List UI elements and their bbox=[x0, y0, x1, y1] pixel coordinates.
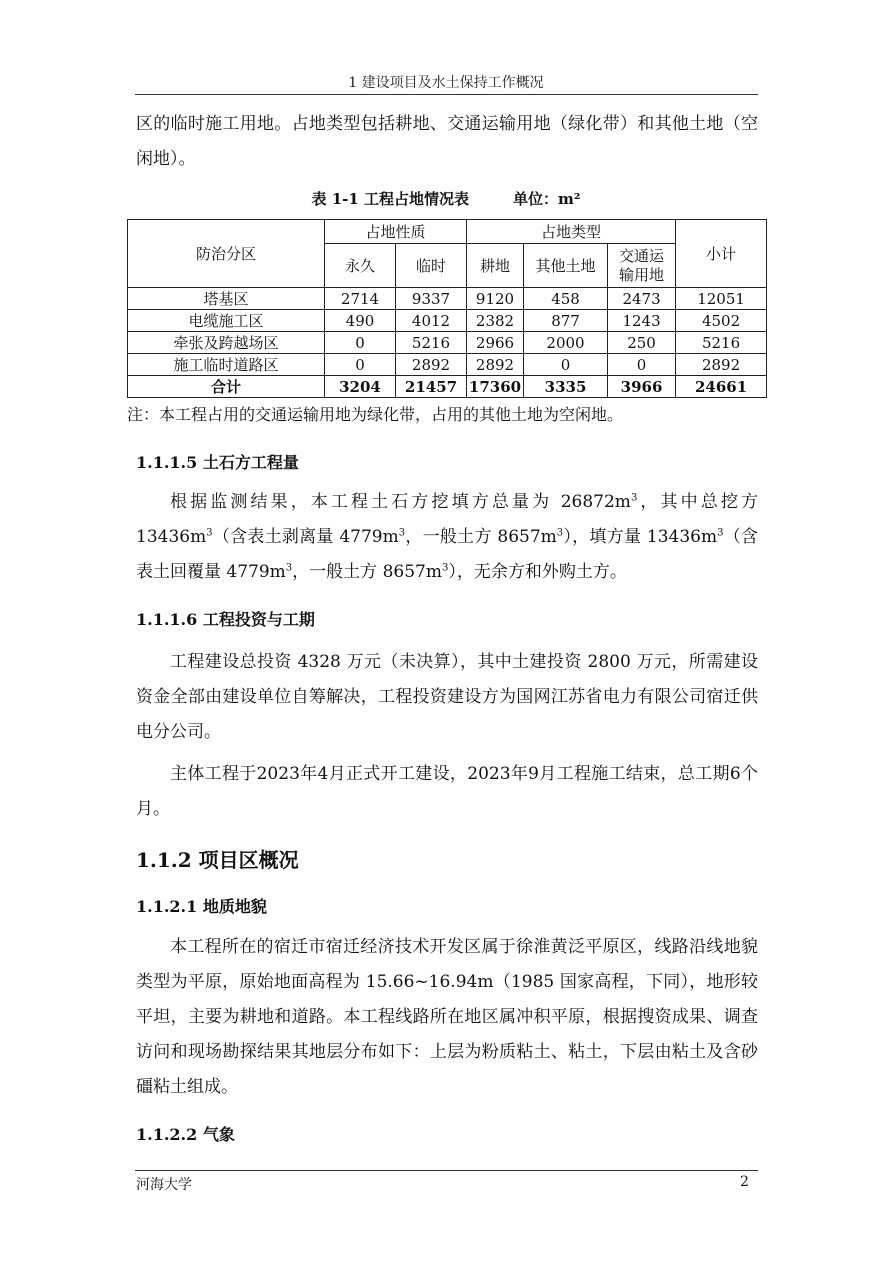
earthwork-text-1: 根据监测结果，本工程土石方挖填方总量为 26872m bbox=[170, 492, 631, 512]
cell-temporary: 21457 bbox=[396, 376, 467, 398]
cell-permanent: 0 bbox=[325, 354, 396, 376]
cell-transport: 3966 bbox=[608, 376, 676, 398]
cell-temporary: 9337 bbox=[396, 288, 467, 310]
geology-paragraph: 本工程所在的宿迁市宿迁经济技术开发区属于徐淮黄泛平原区，线路沿线地貌类型为平原，原始地面高程为 15.66~16.94m（1985 国家高程，下同），地形较平坦，主要为耕地和道路。本工程线路所在地区属冲积平原，根据搜资成果、调查访问和现场勘探结果其地层分布如下：上层为粉质粘土、粘土，下层由粘土及含砂礓粘土组成。 bbox=[136, 937, 758, 1097]
header-nature: 占地性质 bbox=[325, 220, 467, 244]
cell-transport: 2473 bbox=[608, 288, 676, 310]
cell-permanent: 3204 bbox=[325, 376, 396, 398]
table-row bbox=[128, 332, 767, 354]
running-header: 1 建设项目及水土保持工作概况 bbox=[348, 75, 544, 91]
superscript: 3 bbox=[717, 527, 724, 539]
table-note: 注：本工程占用的交通运输用地为绿化带，占用的其他土地为空闲地。 bbox=[127, 405, 624, 424]
header-transport-line1: 交通运 bbox=[619, 246, 665, 265]
section-heading-1122: 1.1.2.2 气象 bbox=[136, 1125, 235, 1144]
cell-subtotal: 4502 bbox=[676, 310, 767, 332]
earthwork-text-6: （含表土回覆量 4779m bbox=[136, 527, 758, 582]
table-total-row bbox=[128, 376, 767, 398]
cell-subtotal: 24661 bbox=[676, 376, 767, 398]
earthwork-text-3: （含表土剥离量 4779m bbox=[212, 527, 399, 547]
earthwork-text-7: ，一般土方 8657m bbox=[292, 562, 442, 582]
header-farmland: 耕地 bbox=[467, 244, 524, 288]
earthwork-text-5: ），填方量 13436m bbox=[563, 527, 718, 547]
cell-temporary: 5216 bbox=[396, 332, 467, 354]
header-rule bbox=[135, 94, 758, 95]
earthwork-text-2: ，其中总挖方 13436m bbox=[136, 492, 759, 547]
cell-transport: 250 bbox=[608, 332, 676, 354]
header-other-land: 其他土地 bbox=[524, 244, 608, 288]
header-temporary: 临时 bbox=[396, 244, 467, 288]
cell-farmland: 2966 bbox=[467, 332, 524, 354]
table-row bbox=[128, 288, 767, 310]
superscript: 3 bbox=[206, 527, 213, 539]
earthwork-text-8: ），无余方和外购土方。 bbox=[448, 562, 627, 582]
cell-other-land: 3335 bbox=[524, 376, 608, 398]
table-caption bbox=[0, 188, 892, 209]
section-heading-1115: 1.1.1.5 土石方工程量 bbox=[136, 453, 299, 472]
section-heading-1121: 1.1.2.1 地质地貌 bbox=[136, 897, 267, 916]
cell-other-land: 877 bbox=[524, 310, 608, 332]
page-number: 2 bbox=[740, 1174, 749, 1190]
land-occupation-table bbox=[127, 219, 767, 398]
cell-transport: 0 bbox=[608, 354, 676, 376]
cell-farmland: 2382 bbox=[467, 310, 524, 332]
superscript: 3 bbox=[441, 562, 449, 574]
earthwork-paragraph bbox=[136, 485, 758, 590]
schedule-paragraph: 主体工程于2023年4月正式开工建设，2023年9月工程施工结束，总工期6个月。 bbox=[136, 764, 758, 819]
table-header-row bbox=[128, 220, 767, 244]
superscript: 3 bbox=[285, 562, 293, 574]
cell-zone: 牵张及跨越场区 bbox=[128, 332, 325, 354]
investment-paragraph: 工程建设总投资 4328 万元（未决算），其中土建投资 2800 万元，所需建设资金全部由建设单位自筹解决，工程投资建设方为国网江苏省电力有限公司宿迁供电分公司。 bbox=[136, 652, 758, 742]
cell-farmland: 17360 bbox=[467, 376, 524, 398]
cell-farmland: 9120 bbox=[467, 288, 524, 310]
header-subtotal: 小计 bbox=[676, 220, 767, 288]
header-transport-line2: 输用地 bbox=[619, 265, 665, 284]
superscript: 3 bbox=[556, 527, 564, 539]
table-unit: 单位：m² bbox=[513, 190, 581, 208]
cell-temporary: 2892 bbox=[396, 354, 467, 376]
cell-permanent: 0 bbox=[325, 332, 396, 354]
cell-zone: 施工临时道路区 bbox=[128, 354, 325, 376]
header-transport bbox=[608, 244, 676, 288]
cell-zone: 电缆施工区 bbox=[128, 310, 325, 332]
header-permanent: 永久 bbox=[325, 244, 396, 288]
section-heading-1116: 1.1.1.6 工程投资与工期 bbox=[136, 610, 315, 629]
cell-subtotal: 2892 bbox=[676, 354, 767, 376]
cell-transport: 1243 bbox=[608, 310, 676, 332]
cell-other-land: 0 bbox=[524, 354, 608, 376]
table-row bbox=[128, 354, 767, 376]
table-caption-title: 表 1-1 工程占地情况表 bbox=[311, 190, 470, 208]
cell-temporary: 4012 bbox=[396, 310, 467, 332]
superscript: 3 bbox=[630, 492, 638, 504]
intro-paragraph: 区的临时施工用地。占地类型包括耕地、交通运输用地（绿化带）和其他土地（空闲地）。 bbox=[136, 114, 758, 169]
cell-permanent: 490 bbox=[325, 310, 396, 332]
cell-other-land: 2000 bbox=[524, 332, 608, 354]
footer-institution: 河海大学 bbox=[136, 1177, 192, 1193]
earthwork-text-4: ，一般土方 8657m bbox=[405, 527, 557, 547]
cell-zone: 塔基区 bbox=[128, 288, 325, 310]
superscript: 3 bbox=[398, 527, 406, 539]
section-heading-112: 1.1.2 项目区概况 bbox=[136, 848, 299, 872]
cell-farmland: 2892 bbox=[467, 354, 524, 376]
cell-permanent: 2714 bbox=[325, 288, 396, 310]
table-row bbox=[128, 310, 767, 332]
cell-other-land: 458 bbox=[524, 288, 608, 310]
footer-rule bbox=[135, 1170, 758, 1171]
cell-subtotal: 5216 bbox=[676, 332, 767, 354]
header-zone: 防治分区 bbox=[128, 220, 325, 288]
header-type: 占地类型 bbox=[467, 220, 676, 244]
cell-subtotal: 12051 bbox=[676, 288, 767, 310]
cell-zone: 合计 bbox=[128, 376, 325, 398]
